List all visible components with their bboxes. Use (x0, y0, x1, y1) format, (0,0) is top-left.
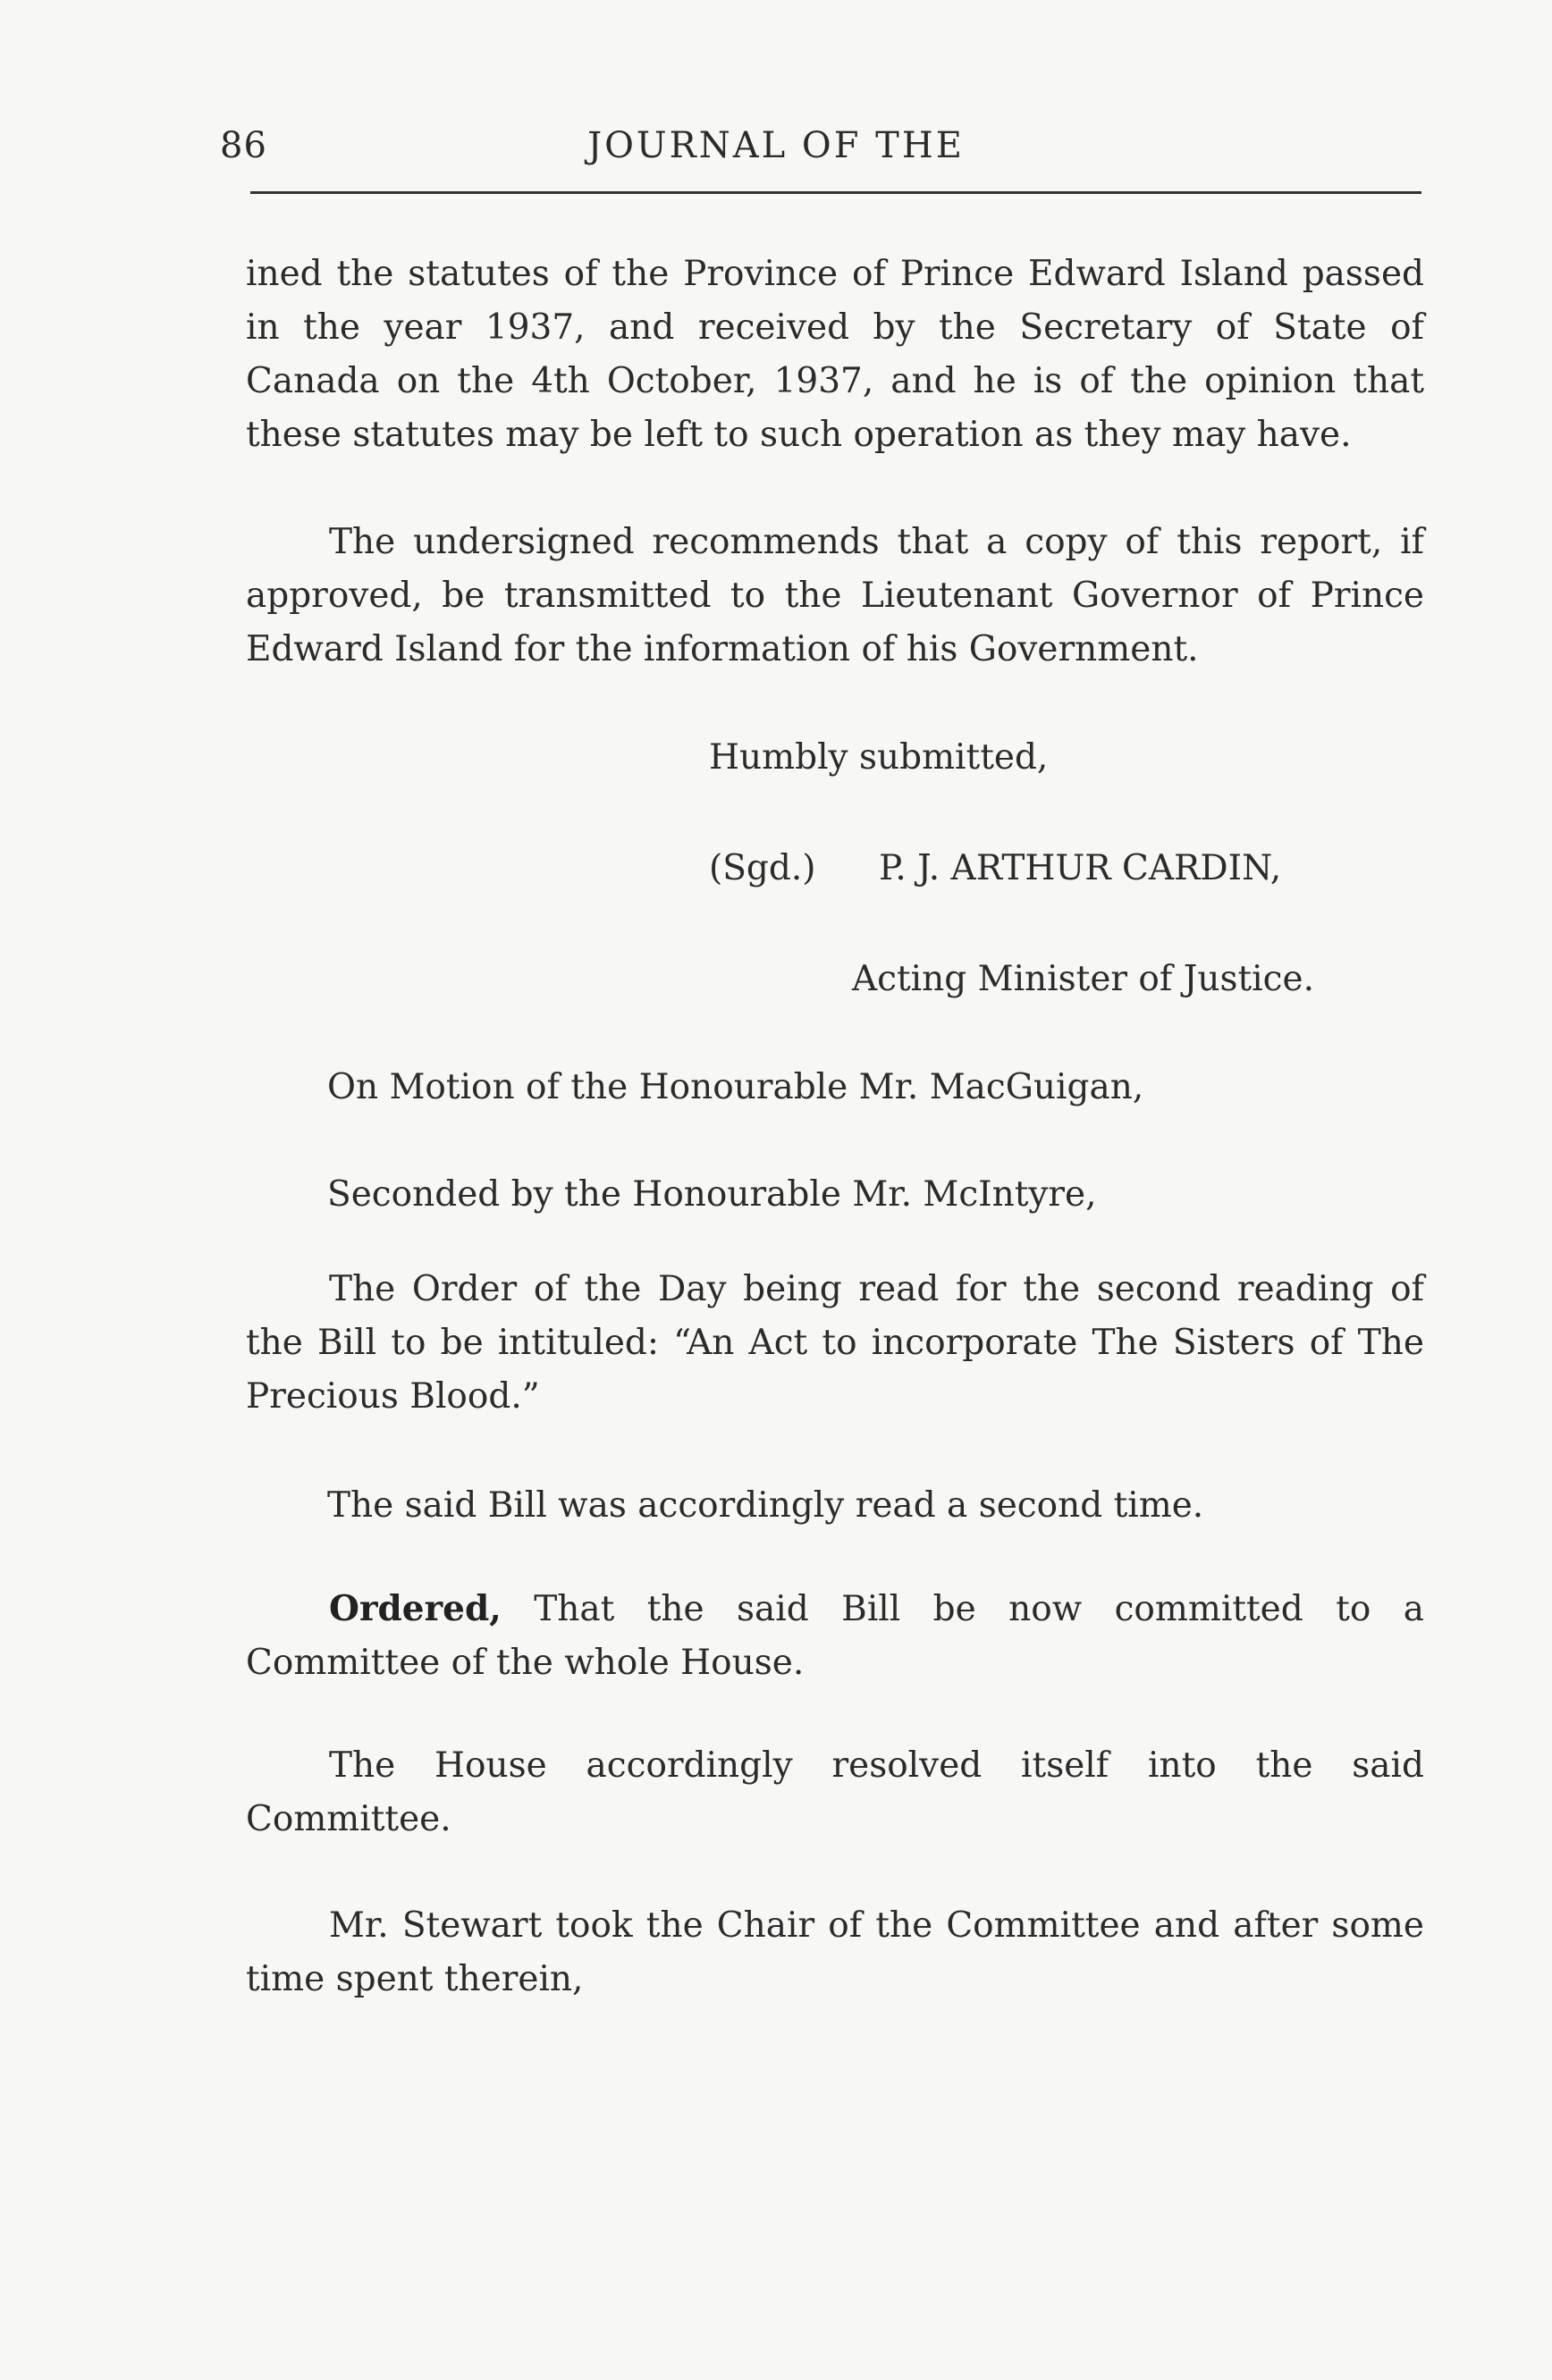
signatory-name: P. J. ARTHUR CARDIN, (879, 848, 1282, 888)
signature-marker: (Sgd.) (709, 848, 816, 888)
signatory-title: Acting Minister of Justice. (852, 959, 1314, 999)
paragraph-chair: Mr. Stewart took the Chair of the Committee and after some time spent therein, (246, 1905, 1424, 1999)
running-head: JOURNAL OF THE (587, 125, 965, 166)
paragraph-recommendation: The undersigned recommends that a copy of this report, if approved, be transmitted to the Lieutenant Governor of Prince Edward Island for the information of his Government. (246, 522, 1424, 669)
ordered-text: That the said Bill be now committed to a Committee of the whole House. (246, 1589, 1424, 1683)
paragraph-committee: The House accordingly resolved itself into the said Committee. (246, 1745, 1424, 1839)
seconded-line: Seconded by the Honourable Mr. McIntyre, (327, 1174, 1097, 1215)
paragraph-statutes: ined the statutes of the Province of Prince Edward Island passed in the year 1937, and received by the Secretary of State of Canada on the 4th October, 1937, and he is of the opinion that these statutes may be left to such operation as they may have. (246, 254, 1424, 455)
ordered-label: Ordered, (329, 1588, 502, 1629)
header-rule (250, 191, 1421, 194)
motion-line: On Motion of the Honourable Mr. MacGuigan, (327, 1067, 1144, 1107)
second-reading-line: The said Bill was accordingly read a second time. (327, 1485, 1204, 1526)
paragraph-ordered (246, 1582, 1424, 1690)
paragraph-order-of-day: The Order of the Day being read for the second reading of the Bill to be intituled: “An Act to incorporate The Sisters of The Precious Blood.” (246, 1269, 1424, 1417)
page-number: 86 (220, 125, 267, 166)
closing-line: Humbly submitted, (709, 737, 1049, 778)
